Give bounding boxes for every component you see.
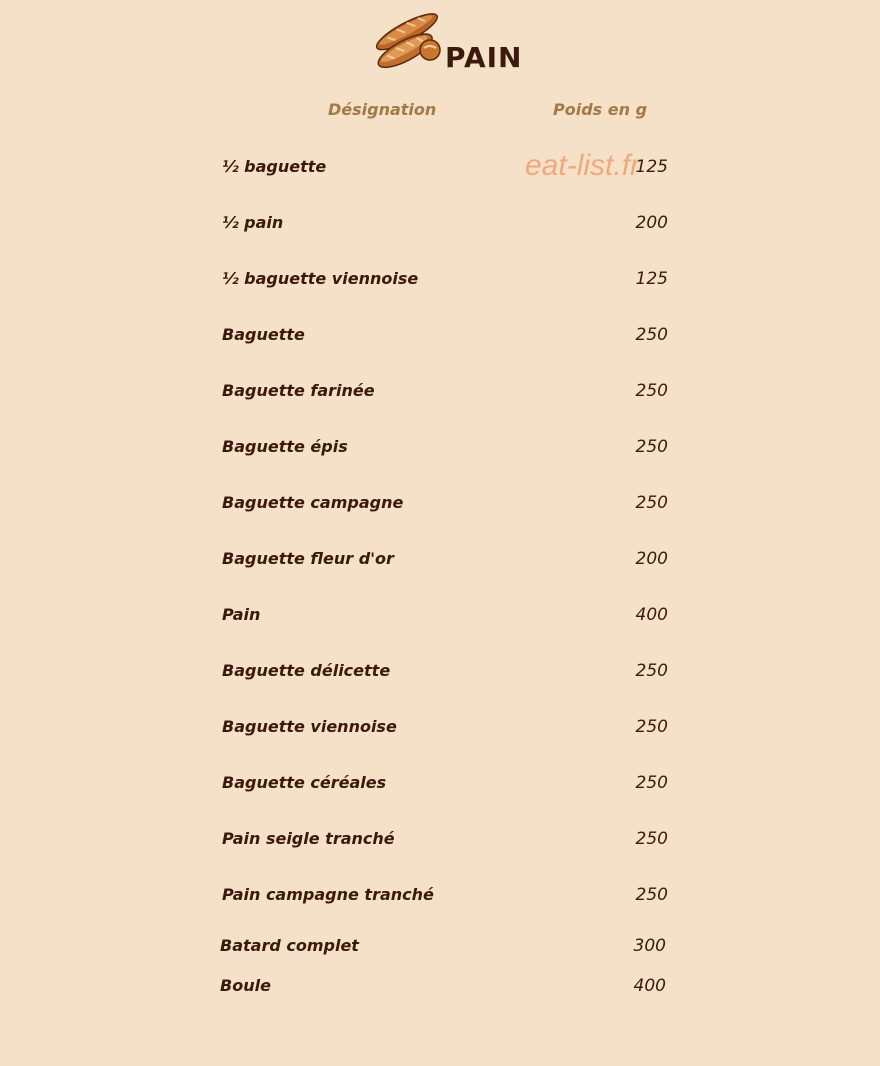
item-name: Baguette céréales [222, 773, 387, 792]
item-name: Baguette farinée [222, 381, 375, 400]
item-name: Baguette campagne [222, 493, 404, 512]
item-weight: 200 [635, 213, 668, 233]
list-item [222, 773, 668, 797]
item-name: Baguette [222, 325, 305, 344]
item-weight: 250 [635, 829, 668, 849]
list-item [222, 885, 668, 909]
page-title: PAIN [445, 41, 523, 74]
item-name: ½ baguette viennoise [222, 269, 419, 288]
list-item [220, 936, 666, 960]
item-weight: 300 [633, 936, 666, 956]
list-item [220, 976, 666, 1000]
item-name: Baguette viennoise [222, 717, 397, 736]
item-name: Baguette épis [222, 437, 348, 456]
list-item [222, 829, 668, 853]
item-weight: 400 [635, 605, 668, 625]
column-header-designation: Désignation [328, 100, 437, 119]
item-weight: 250 [635, 885, 668, 905]
item-weight: 125 [635, 269, 668, 289]
list-item [222, 549, 668, 573]
list-item [222, 493, 668, 517]
item-name: Boule [220, 976, 271, 995]
item-weight: 125 [635, 157, 668, 177]
watermark: eat-list.fr [525, 149, 641, 182]
list-item [222, 381, 668, 405]
item-weight: 250 [635, 493, 668, 513]
list-item [222, 717, 668, 741]
item-weight: 400 [633, 976, 666, 996]
list-item [222, 157, 668, 181]
bread-loaves-icon [370, 10, 446, 72]
item-weight: 250 [635, 661, 668, 681]
item-name: ½ pain [222, 213, 284, 232]
item-weight: 250 [635, 381, 668, 401]
item-name: Batard complet [220, 936, 359, 955]
list-item [222, 213, 668, 237]
list-item [222, 437, 668, 461]
item-name: Pain seigle tranché [222, 829, 395, 848]
list-item [222, 269, 668, 293]
list-item [222, 325, 668, 349]
list-item [222, 661, 668, 685]
item-weight: 200 [635, 549, 668, 569]
item-name: Baguette fleur d'or [222, 549, 394, 568]
item-name: Baguette délicette [222, 661, 391, 680]
item-name: Pain [222, 605, 261, 624]
item-name: ½ baguette [222, 157, 327, 176]
column-header-weight: Poids en g [553, 100, 648, 119]
item-weight: 250 [635, 325, 668, 345]
item-weight: 250 [635, 717, 668, 737]
list-item [222, 605, 668, 629]
item-name: Pain campagne tranché [222, 885, 434, 904]
item-weight: 250 [635, 437, 668, 457]
item-weight: 250 [635, 773, 668, 793]
